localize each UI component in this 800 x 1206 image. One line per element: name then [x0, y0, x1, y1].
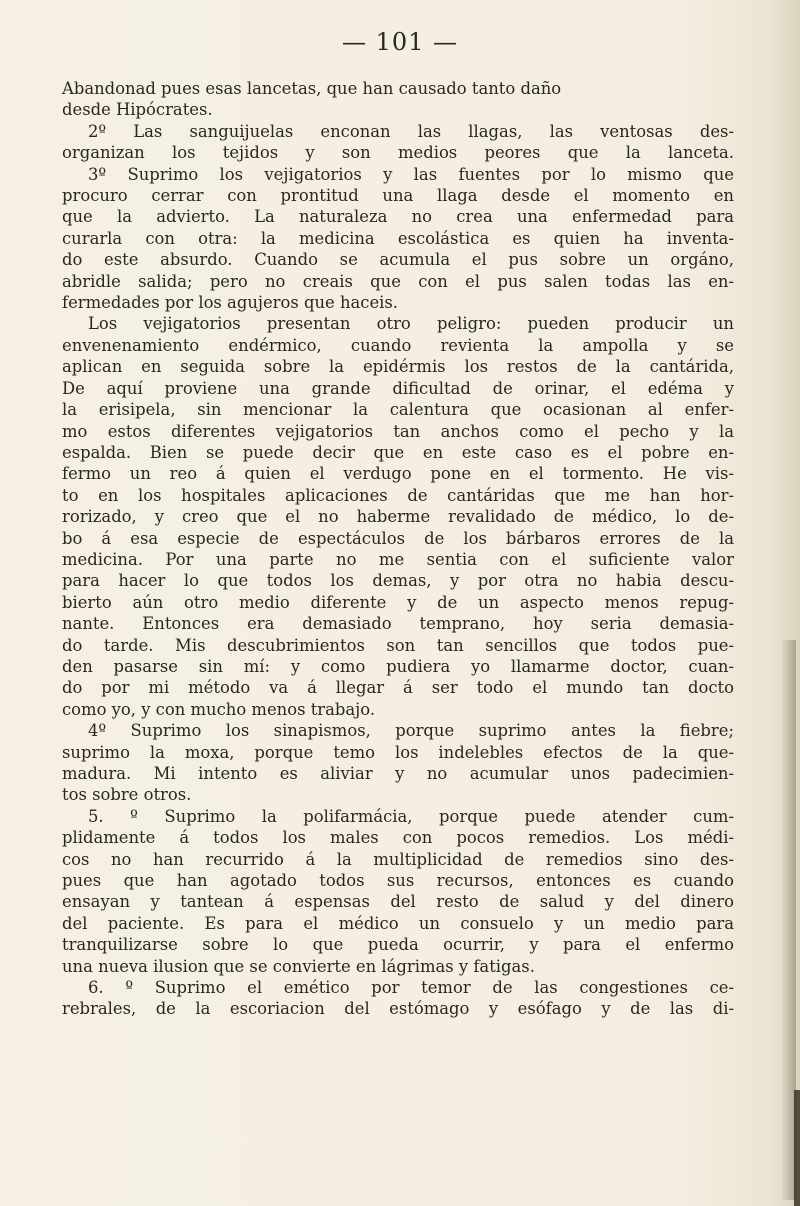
text-line: do tarde. Mis descubrimientos son tan sencillos que todos pue- — [62, 635, 734, 655]
text-line: rorizado, y creo que el no haberme revalidado de médico, lo de- — [62, 507, 734, 527]
text-line: suprimo la moxa, porque temo los indelebles efectos de la que- — [62, 742, 734, 762]
text-line: plidamente á todos los males con pocos remedios. Los médi- — [62, 828, 734, 848]
text-line: para hacer lo que todos los demas, y por otra no habia descu- — [62, 571, 734, 591]
text-line: cos no han recurrido á la multiplicidad de remedios sino des- — [62, 849, 734, 869]
text-line: aplican en seguida sobre la epidérmis los restos de la cantárida, — [62, 357, 734, 377]
text-line: bo á esa especie de espectáculos de los bárbaros errores de la — [62, 528, 734, 548]
text-line: De aquí proviene una grande dificultad de orinar, el edéma y — [62, 378, 734, 398]
text-line: Los vejigatorios presentan otro peligro: pueden producir un — [88, 314, 734, 334]
text-line: do por mi método va á llegar á ser todo el mundo tan docto — [62, 678, 734, 698]
text-line: fermo un reo á quien el verdugo pone en el tormento. He vis- — [62, 464, 734, 484]
text-line: 5. º Suprimo la polifarmácia, porque puede atender cum- — [88, 806, 734, 826]
text-line: do este absurdo. Cuando se acumula el pus sobre un orgáno, — [62, 250, 734, 270]
text-line: den pasarse sin mí: y como pudiera yo llamarme doctor, cuan- — [62, 656, 734, 676]
text-line: madura. Mi intento es aliviar y no acumular unos padecimien- — [62, 764, 734, 783]
text-line: la erisipela, sin mencionar la calentura que ocasionan al enfer- — [62, 400, 734, 420]
text-line: to en los hospitales aplicaciones de cantáridas que me han hor- — [62, 485, 734, 505]
text-line: tos sobre otros. — [62, 785, 192, 805]
text-line: pues que han agotado todos sus recursos, entonces es cuando — [62, 871, 734, 891]
text-line: una nueva ilusion que se convierte en lágrimas y fatigas. — [62, 956, 535, 976]
text-line: 6. º Suprimo el emético por temor de las congestiones ce- — [88, 978, 734, 998]
text-line: del paciente. Es para el médico un consuelo y un medio para — [62, 913, 734, 933]
text-line: tranquilizarse sobre lo que pueda ocurrir, y para el enfermo — [62, 935, 734, 955]
text-line: medicina. Por una parte no me sentia con el suficiente valor — [62, 549, 734, 569]
text-line: como yo, y con mucho menos trabajo. — [62, 699, 376, 719]
text-line: ensayan y tantean á espensas del resto de salud y del dinero — [62, 892, 734, 912]
text-line: 3º Suprimo los vejigatorios y las fuentes por lo mismo que — [88, 164, 734, 184]
text-line: envenenamiento endérmico, cuando revienta la ampolla y se — [62, 335, 734, 355]
text-line: Abandonad pues esas lancetas, que han causado tanto daño — [62, 79, 562, 98]
text-line: abridle salida; pero no creais que con el pus salen todas las en- — [62, 271, 734, 291]
text-line: curarla con otra: la medicina escolástica es quien ha inventa- — [62, 228, 734, 248]
text-line: rebrales, de la escoriacion del estómago y esófago y de las di- — [62, 999, 734, 1019]
text-line: fermedades por los agujeros que haceis. — [62, 293, 399, 313]
text-line: espalda. Bien se puede decir que en este caso es el pobre en- — [62, 442, 734, 462]
page-body-text — [62, 78, 734, 1020]
text-line: organizan los tejidos y son medios peores que la lanceta. — [62, 143, 734, 163]
text-line: desde Hipócrates. — [62, 100, 213, 120]
text-line: 2º Las sanguijuelas enconan las llagas, las ventosas des- — [88, 121, 734, 141]
text-line: nante. Entonces era demasiado temprano, hoy seria demasia- — [62, 614, 734, 634]
text-line: que la advierto. La naturaleza no crea una enfermedad para — [62, 207, 734, 227]
text-line: 4º Suprimo los sinapismos, porque suprimo antes la fiebre; — [88, 721, 734, 741]
page-number: — 101 — — [341, 28, 459, 56]
text-line: procuro cerrar con prontitud una llaga desde el momento en — [62, 186, 734, 206]
page-edge-dark — [794, 1090, 800, 1206]
text-line: bierto aún otro medio diferente y de un aspecto menos repug- — [62, 592, 734, 612]
text-line: mo estos diferentes vejigatorios tan anchos como el pecho y la — [62, 421, 734, 441]
